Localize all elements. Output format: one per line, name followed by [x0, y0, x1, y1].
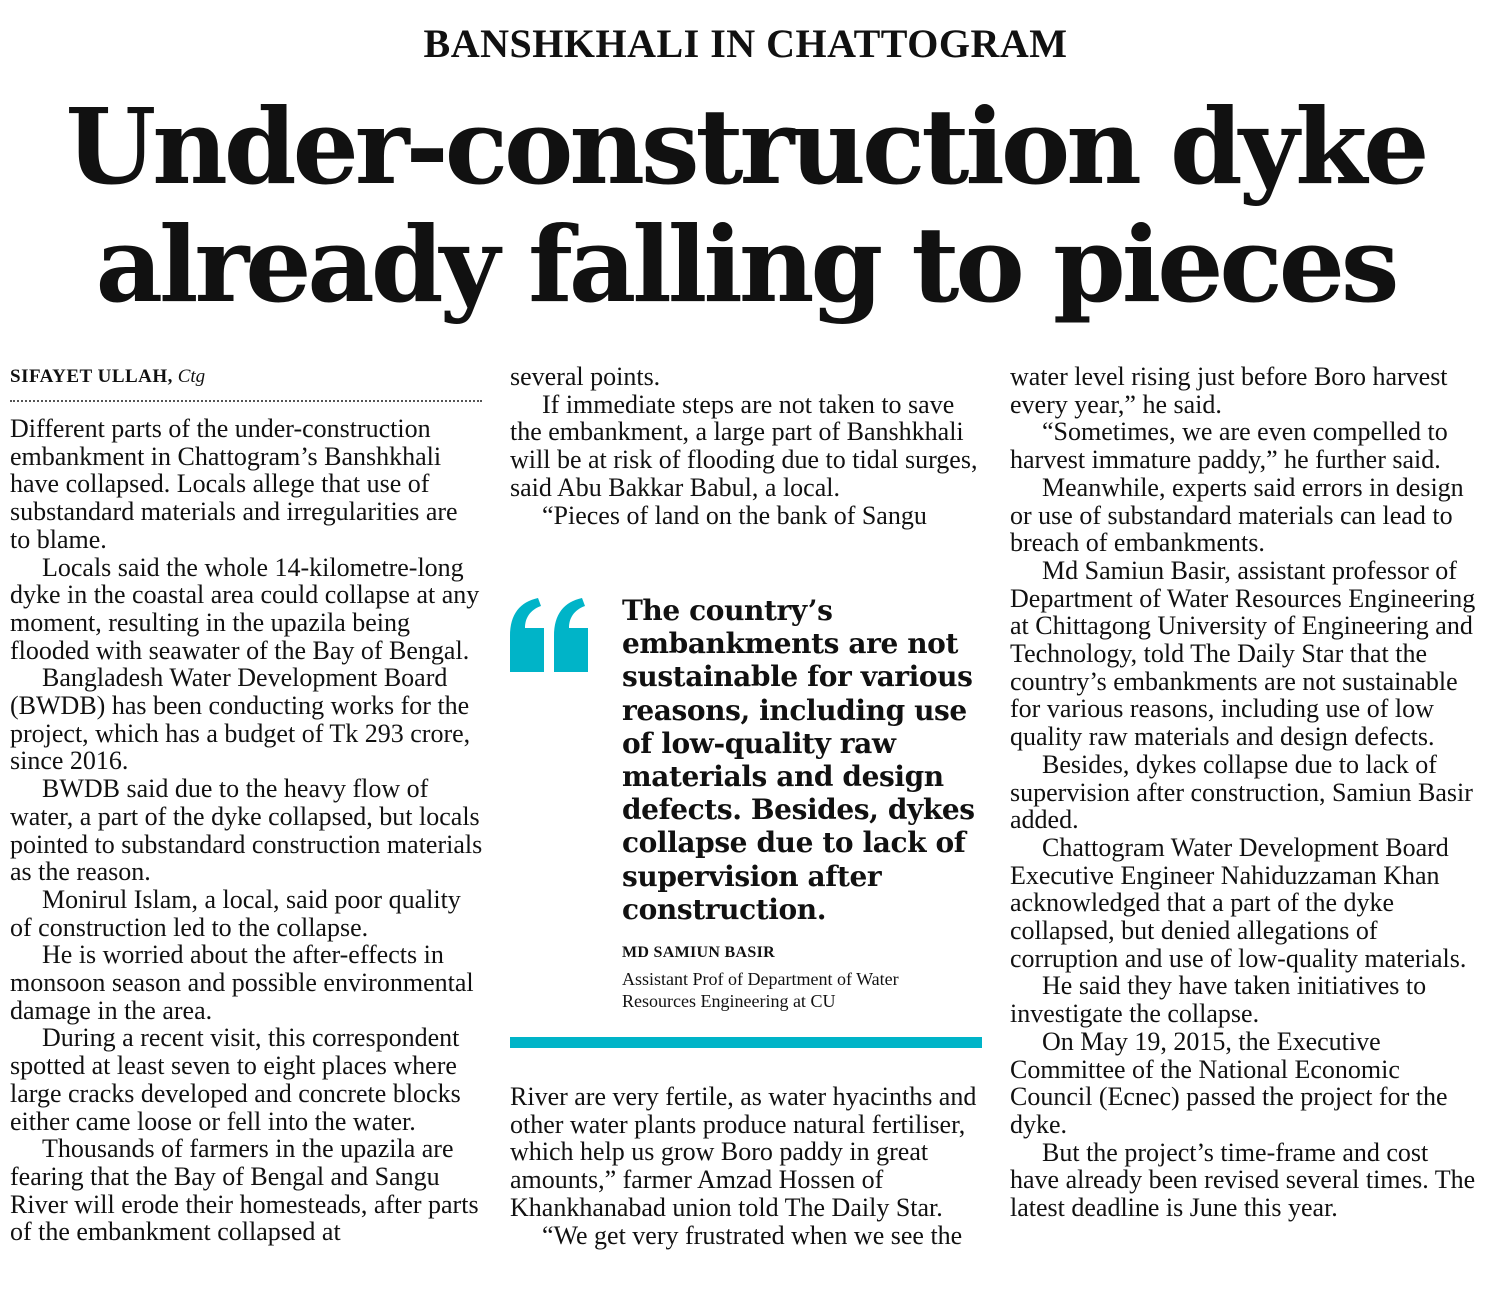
paragraph: Monirul Islam, a local, said poor quality of construction led to the collapse. [10, 884, 461, 942]
paragraph: If immediate steps are not taken to save the embankment, a large part of Banshkhali will be at risk of flooding due to tidal surges, said Abu Bakkar Babul, a local. [510, 389, 978, 502]
paragraph: He is worried about the after-effects in monsoon season and possible environmental damage in the area. [10, 940, 474, 1025]
article-column-1 [10, 415, 484, 1246]
section-kicker: BANSHKHALI IN CHATTOGRAM [423, 21, 1068, 66]
paragraph: Bangladesh Water Development Board (BWDB) has been conducting works for the project, which has a budget of Tk 293 crore, since 2016. [10, 663, 471, 776]
pull-quote-attribution-title: Assistant Prof of Department of Water Resources Engineering at CU [622, 969, 899, 1011]
paragraph: Besides, dykes collapse due to lack of supervision after construction, Samiun Basir added. [1010, 749, 1473, 835]
pull-quote-divider [510, 1037, 982, 1048]
paragraph: Meanwhile, experts said errors in design or use of substandard materials can lead to breach of embankments. [1010, 472, 1464, 558]
paragraph: Md Samiun Basir, assistant professor of Department of Water Resources Engineering at Chittagong University of Engineering and Technology, told The Daily Star that the country’s embankments are not sustainable for various reasons, including use of low quality raw materials and design defects. [1010, 555, 1476, 752]
paragraph: Locals said the whole 14-kilometre-long dyke in the coastal area could collapse at any moment, resulting in the upazila being flooded with seawater of the Bay of Bengal. [10, 552, 480, 665]
paragraph: BWDB said due to the heavy flow of water, a part of the dyke collapsed, but locals pointed to substandard construction materials as the reason. [10, 774, 483, 887]
paragraph: He said they have taken initiatives to investigate the collapse. [1010, 971, 1427, 1029]
article-column-3 [1010, 363, 1480, 1222]
pull-quote: The country’s embankments are not sustainable for various reasons, including use of low-quality raw materials and design defects. Besides, dykes collapse due to lack of supervision after construction. [622, 594, 975, 926]
paragraph: Chattogram Water Development Board Executive Engineer Nahiduzzaman Khan acknowledged that a part of the dyke collapsed, but denied allegations of corruption and use of low-quality materials. [1010, 832, 1467, 973]
article-column-2-top [510, 363, 978, 529]
paragraph: But the project’s time-frame and cost have already been revised several times. The latest deadline is June this year. [1010, 1137, 1476, 1223]
quote-mark-icon [508, 596, 590, 674]
paragraph: “Sometimes, we are even compelled to harvest immature paddy,” he further said. [1010, 417, 1448, 475]
paragraph: several points. [510, 362, 661, 391]
paragraph: “We get very frustrated when we see the [542, 1220, 963, 1250]
headline-line-2: already falling to pieces [95, 203, 1396, 326]
article-column-2-bottom [510, 1083, 978, 1249]
byline-divider [10, 400, 482, 402]
paragraph: On May 19, 2015, the Executive Committee of the National Economic Council (Ecnec) passed the project for the dyke. [1010, 1026, 1448, 1139]
byline [10, 364, 482, 390]
paragraph: River are very fertile, as water hyacinths and other water plants produce natural fertiliser, which help us grow Boro paddy in great amounts,” farmer Amzad Hossen of Khankhanabad union told The Daily Star. [510, 1082, 977, 1222]
paragraph: “Pieces of land on the bank of Sangu [542, 500, 927, 530]
pull-quote-attribution-name: MD SAMIUN BASIR [622, 944, 775, 961]
byline-author: SIFAYET ULLAH, [10, 366, 173, 387]
paragraph: water level rising just before Boro harvest every year,” he said. [1010, 362, 1448, 419]
headline-line-1: Under-construction dyke [65, 85, 1426, 208]
paragraph: Different parts of the under-construction embankment in Chattogram’s Banshkhali have collapsed. Locals allege that use of substandard materials and irregularities are to blame. [10, 414, 458, 554]
headline [0, 85, 1491, 326]
paragraph: Thousands of farmers in the upazila are fearing that the Bay of Bengal and Sangu River will erode their homesteads, after parts of the embankment collapsed at [10, 1134, 479, 1247]
byline-location: Ctg [177, 366, 206, 387]
paragraph: During a recent visit, this correspondent spotted at least seven to eight places where large cracks developed and concrete blocks either came loose or fell into the water. [10, 1023, 461, 1136]
